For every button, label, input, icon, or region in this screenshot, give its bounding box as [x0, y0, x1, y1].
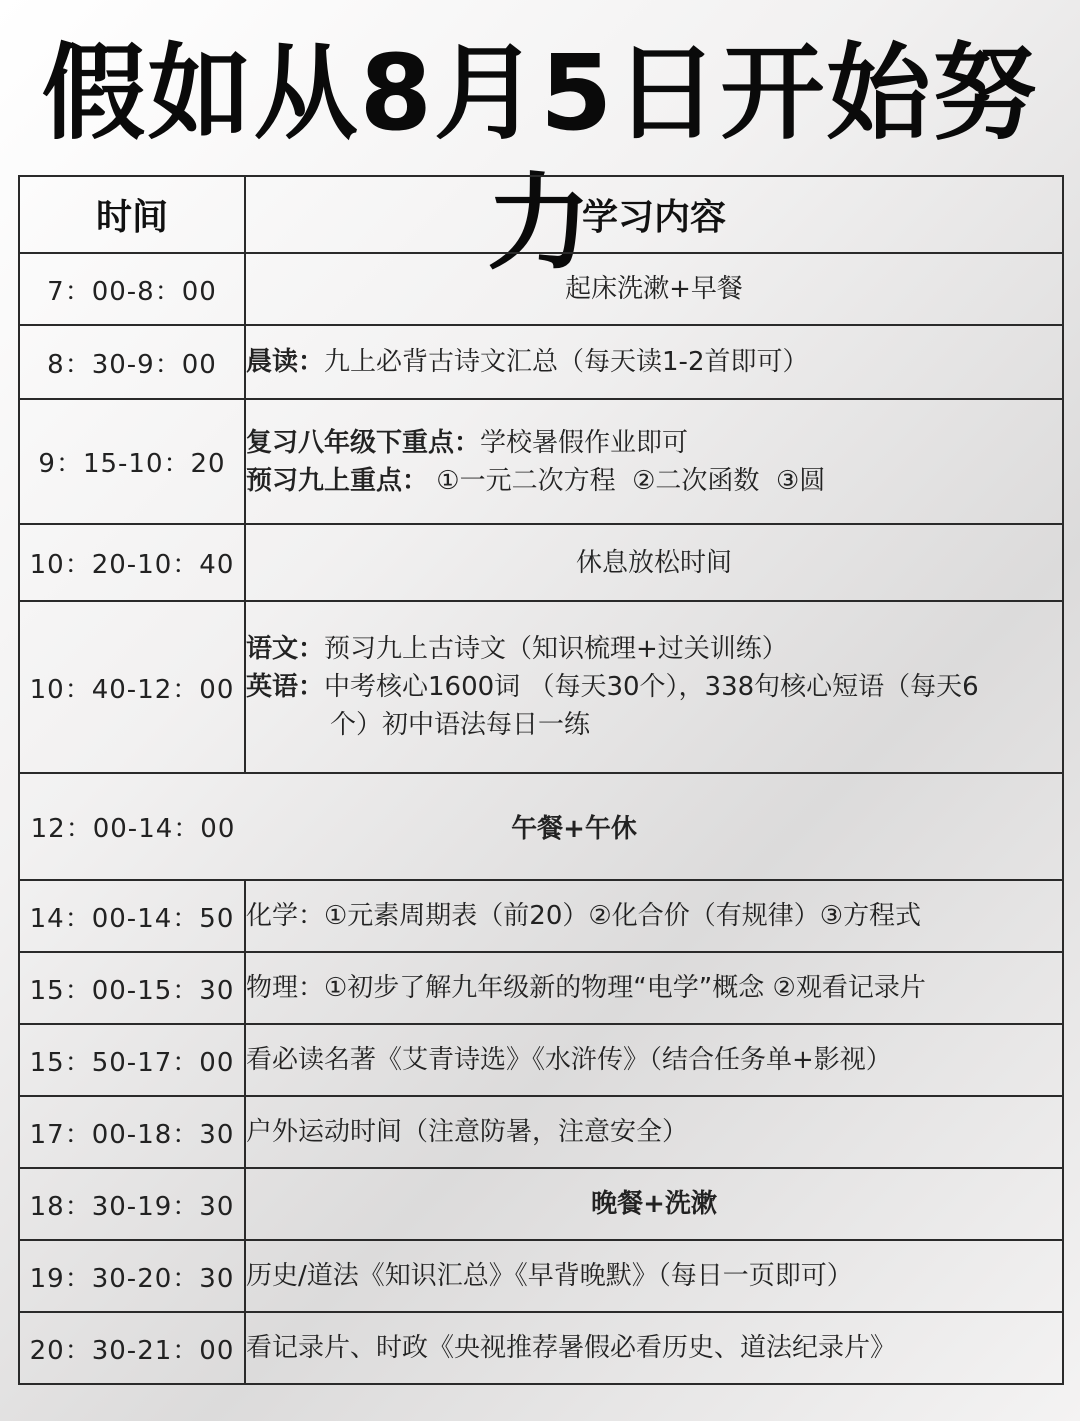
table-row: [19, 880, 1063, 952]
row-text: 预习九上古诗文（知识梳理+过关训练）: [324, 634, 788, 664]
row-time: 18：30-19：30: [19, 1168, 245, 1240]
table-row-merged: [19, 773, 1063, 880]
row-time: 12：00-14：00: [30, 814, 236, 844]
row-time: 15：50-17：00: [19, 1024, 245, 1096]
row-text: 中考核心1600词 （每天30个），338句核心短语（每天6: [324, 672, 979, 702]
row-time: 9：15-10：20: [19, 399, 245, 524]
header-time: 时间: [19, 176, 245, 253]
row-time: 19：30-20：30: [19, 1240, 245, 1312]
row-content: 户外运动时间（注意防暑，注意安全）: [245, 1096, 1063, 1168]
row-label: 预习九上重点：: [246, 465, 429, 496]
table-row: [19, 952, 1063, 1024]
row-content: 物理：①初步了解九年级新的物理“电学”概念 ②观看记录片: [245, 952, 1063, 1024]
row-time: 14：00-14：50: [19, 880, 245, 952]
row-content: 看必读名著《艾青诗选》《水浒传》（结合任务单+影视）: [245, 1024, 1063, 1096]
row-label: 英语：: [246, 672, 325, 702]
row-time: 8：30-9：00: [19, 325, 245, 399]
row-time: 20：30-21：00: [19, 1312, 245, 1384]
row-content: 休息放松时间: [245, 524, 1063, 601]
row-content: 起床洗漱+早餐: [245, 253, 1063, 325]
row-label: 晨读：: [246, 347, 325, 377]
table-row: [19, 524, 1063, 601]
header-content: 学习内容: [245, 176, 1063, 253]
table-row: [19, 1168, 1063, 1240]
row-text: 个）初中语法每日一练: [330, 710, 591, 740]
row-text: ①一元二次方程 ②二次函数 ③圆: [428, 465, 826, 496]
row-content: 晚餐+洗漱: [245, 1168, 1063, 1240]
table-header-row: [19, 176, 1063, 253]
row-text: 午餐+午休: [511, 814, 637, 844]
table-row: [19, 253, 1063, 325]
row-content: [245, 325, 1063, 399]
row-time: 10：40-12：00: [19, 601, 245, 773]
row-time: 7：00-8：00: [19, 253, 245, 325]
row-content: [245, 601, 1063, 773]
row-content: 历史/道法《知识汇总》《早背晚默》（每日一页即可）: [245, 1240, 1063, 1312]
row-label: 语文：: [246, 634, 325, 664]
row-text: 学校暑假作业即可: [480, 427, 689, 458]
table-row: [19, 1312, 1063, 1384]
row-content: 看记录片、时政《央视推荐暑假必看历史、道法纪录片》: [245, 1312, 1063, 1384]
table-row: [19, 1096, 1063, 1168]
page-title: 假如从8月5日开始努力: [41, 32, 1039, 284]
row-label: 复习八年级下重点：: [246, 427, 481, 458]
table-row: [19, 1024, 1063, 1096]
table-row: [19, 325, 1063, 399]
row-time: 17：00-18：30: [19, 1096, 245, 1168]
row-content: 化学：①元素周期表（前20）②化合价（有规律）③方程式: [245, 880, 1063, 952]
row-content: [19, 773, 1063, 880]
table-row: [19, 1240, 1063, 1312]
row-time: 10：20-10：40: [19, 524, 245, 601]
schedule-table: [18, 175, 1064, 1385]
row-text: 九上必背古诗文汇总（每天读1-2首即可）: [324, 347, 809, 377]
row-time: 15：00-15：30: [19, 952, 245, 1024]
table-row: [19, 399, 1063, 524]
table-row: [19, 601, 1063, 773]
row-content: [245, 399, 1063, 524]
